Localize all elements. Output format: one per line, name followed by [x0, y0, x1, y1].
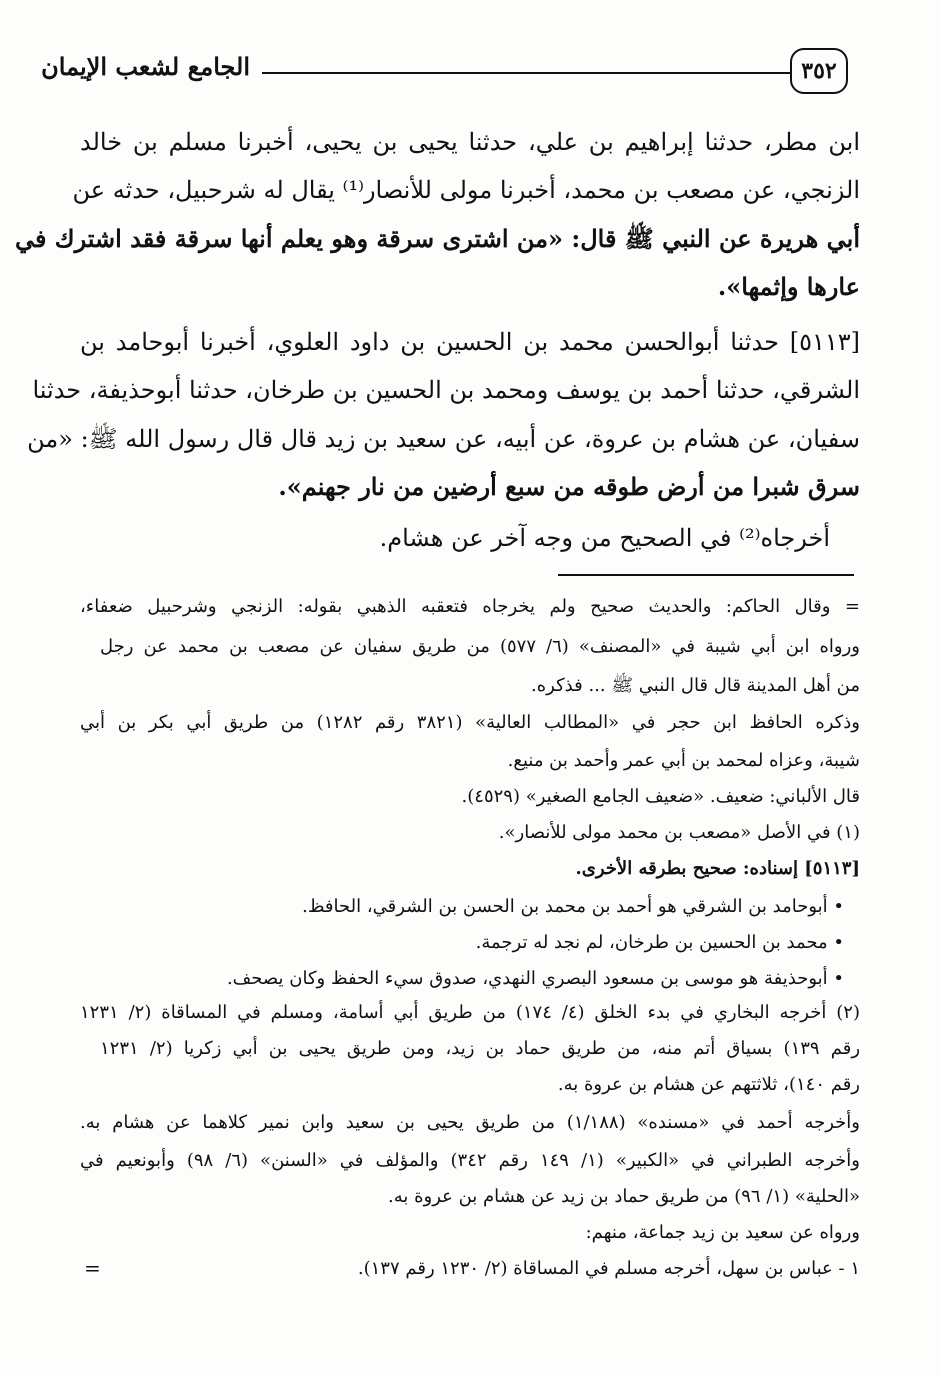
main-text-line: أخرجاه⁽²⁾ في الصحيح من وجه آخر عن هشام. [379, 524, 830, 552]
page-number: ٣٥٢ [790, 48, 848, 94]
main-text-line: سفيان، عن هشام بن عروة، عن أبيه، عن سعيد بن زيد قال قال رسول الله ﷺ: «من [27, 425, 860, 453]
footnote-line: = وقال الحاكم: والحديث صحيح ولم يخرجاه فتعقبه الذهبي بقوله: الزنجي وشرحبيل ضعفاء، [80, 596, 860, 617]
footnote-bullet: • أبوحذيفة هو موسى بن مسعود البصري النهدي، صدوق سيء الحفظ وكان يصحف. [226, 968, 844, 989]
footnote-line: «الحلية» (١/ ٩٦) من طريق حماد بن زيد عن هشام بن عروة به. [387, 1186, 860, 1207]
footnote-bullet: • أبوحامد بن الشرقي هو أحمد بن محمد بن الحسن بن الشرقي، الحافظ. [302, 896, 844, 917]
footnote-line: شيبة، وعزاه لمحمد بن أبي عمر وأحمد بن منيع. [507, 750, 860, 771]
running-title: الجامع لشعب الإيمان [41, 52, 250, 81]
main-text-line: الزنجي، عن مصعب بن محمد، أخبرنا مولى للأنصار⁽¹⁾ يقال له شرحبيل، حدثه عن [72, 176, 860, 204]
hadith-5113-line: [٥١١٣] حدثنا أبوالحسن محمد بن الحسين بن داود العلوي، أخبرنا أبوحامد بن [80, 328, 860, 356]
footnote-line: وأخرجه أحمد في «مسنده» (١/١٨٨) من طريق يحيى بن سعيد وابن نمير كلاهما عن هشام به. [80, 1112, 860, 1133]
footnote-separator [558, 574, 854, 576]
footnote-bullet: • محمد بن الحسين بن طرخان، لم نجد له ترجمة. [475, 932, 844, 953]
main-text-line: ابن مطر، حدثنا إبراهيم بن علي، حدثنا يحيى بن يحيى، أخبرنا مسلم بن خالد [80, 128, 860, 156]
footnote-line: رقم ١٣٩) بسياق أتم منه، من طريق حماد بن زيد، ومن طريق يحيى بن أبي زكريا (٢/ ١٢٣١ [100, 1038, 861, 1059]
footnote-line: رقم ١٤٠)، ثلاثتهم عن هشام بن عروة به. [557, 1074, 860, 1095]
footnote-line: وأخرجه الطبراني في «الكبير» (١/ ١٤٩ رقم ٣٤٢) والمؤلف في «السنن» (٦/ ٩٨) وأبونعيم في [80, 1150, 860, 1171]
footnote-2: (٢) أخرجه البخاري في بدء الخلق (٤/ ١٧٤) من طريق أبي أسامة، ومسلم في المساقاة (٢/ ١٢٣١ [80, 1002, 860, 1023]
main-text-line: أبي هريرة عن النبي ﷺ قال: «من اشترى سرقة وهو يعلم أنها سرقة فقد اشترك في [14, 224, 860, 253]
footnote-5113-heading: [٥١١٣] إسناده: صحيح بطرقه الأخرى. [575, 858, 860, 879]
footnote-line: ورواه ابن أبي شيبة في «المصنف» (٦/ ٥٧٧) من طريق سفيان عن مصعب بن محمد عن رجل [100, 636, 860, 657]
footnote-line: وذكره الحافظ ابن حجر في «المطالب العالية» (٣٨٢١ رقم ١٢٨٢) من طريق أبي بكر بن أبي [80, 712, 860, 733]
footnote-line: ١ - عباس بن سهل، أخرجه مسلم في المساقاة (٢/ ١٢٣٠ رقم ١٣٧). [357, 1258, 860, 1279]
footnote-line: ورواه عن سعيد بن زيد جماعة، منهم: [585, 1222, 860, 1243]
continuation-mark: = [84, 1256, 101, 1280]
main-text-line: الشرقي، حدثنا أحمد بن يوسف ومحمد بن الحسين بن طرخان، حدثنا أبوحذيفة، حدثنا [32, 376, 860, 404]
main-text-line: عارها وإثمها». [717, 272, 860, 301]
header-rule [262, 72, 790, 74]
main-text-line: سرق شبرا من أرض طوقه من سبع أرضين من نار جهنم». [278, 472, 860, 501]
footnote-line: من أهل المدينة قال قال النبي ﷺ ... فذكره. [531, 675, 860, 696]
footnote-1: (١) في الأصل «مصعب بن محمد مولى للأنصار». [498, 822, 860, 843]
footnote-line: قال الألباني: ضعيف. «ضعيف الجامع الصغير» (٤٥٢٩). [461, 786, 860, 807]
